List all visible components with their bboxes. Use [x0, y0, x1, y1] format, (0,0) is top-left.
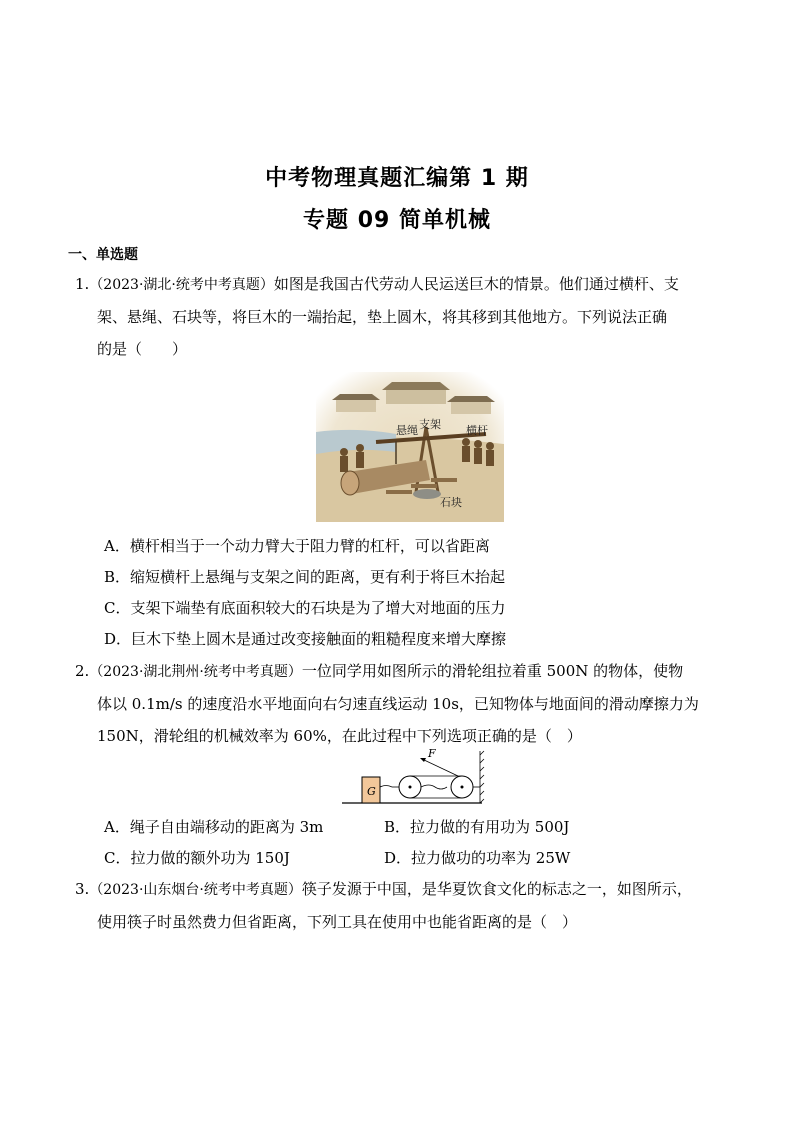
- label-f: F: [428, 747, 436, 760]
- q2-option-d: D．拉力做功的功率为 25W: [384, 849, 571, 867]
- question-3-line-1: [75, 873, 725, 906]
- section-heading: 一、单选题: [68, 247, 138, 263]
- q1-option-d: D．巨木下垫上圆木是通过改变接触面的粗糙程度来增大摩擦: [104, 630, 507, 648]
- question-2-line-1: [75, 655, 725, 688]
- q2-option-c: C．拉力做的额外功为 150J: [104, 849, 290, 867]
- question-text: 一位同学用如图所示的滑轮组拉着重 500N 的物体，使物: [301, 662, 684, 680]
- page-title: 中考物理真题汇编第 1 期: [265, 166, 529, 191]
- question-3: [75, 873, 725, 938]
- stone-block: [413, 489, 441, 499]
- question-text: 如图是我国古代劳动人民运送巨木的情景。他们通过横杆、支: [273, 275, 679, 293]
- question-source: （2023·湖北·统考中考真题）: [89, 277, 274, 293]
- question-2: [75, 655, 725, 752]
- question-number: 2.: [75, 662, 90, 680]
- pulley-system-diagram: [340, 747, 486, 807]
- question-number: 1.: [75, 275, 90, 293]
- question-2-line-2: 体以 0.1m/s 的速度沿水平地面向右匀速直线运动 10s，已知物体与地面间的滑动摩擦力为: [97, 695, 699, 713]
- force-arrow: [422, 759, 458, 776]
- question-2-line-3: 150N，滑轮组的机械效率为 60%，在此过程中下列选项正确的是（ ）: [97, 727, 582, 745]
- page-subtitle: 专题 09 简单机械: [303, 208, 491, 233]
- question-1-line-3: 的是（ ）: [97, 340, 188, 358]
- question-number: 3.: [75, 880, 90, 898]
- label-bar: 横杆: [466, 424, 488, 437]
- question-3-line-2: 使用筷子时虽然费力但省距离，下列工具在使用中也能省距离的是（ ）: [97, 913, 578, 931]
- question-source: （2023·湖北荆州·统考中考真题）: [89, 664, 302, 680]
- label-rope: 悬绳: [396, 424, 418, 437]
- question-text: 筷子发源于中国，是华夏饮食文化的标志之一，如图所示，: [301, 880, 692, 898]
- question-1-line-2: 架、悬绳、石块等，将巨木的一端抬起，垫上圆木，将其移到其他地方。下列说法正确: [97, 308, 668, 326]
- label-stone: 石块: [440, 496, 462, 509]
- log-transport-illustration: [316, 372, 504, 522]
- q1-option-b: B．缩短横杆上悬绳与支架之间的距离，更有利于将巨木抬起: [104, 568, 506, 586]
- q1-option-a: A．横杆相当于一个动力臂大于阻力臂的杠杆，可以省距离: [104, 537, 490, 555]
- q2-option-a: A．绳子自由端移动的距离为 3m: [104, 818, 324, 836]
- label-g: G: [367, 785, 376, 798]
- q1-option-c: C．支架下端垫有底面积较大的石块是为了增大对地面的压力: [104, 599, 506, 617]
- label-frame: 支架: [419, 418, 441, 431]
- question-1-line-1: [75, 268, 725, 301]
- question-1: [75, 268, 725, 365]
- question-source: （2023·山东烟台·统考中考真题）: [89, 882, 302, 898]
- q2-option-b: B．拉力做的有用功为 500J: [384, 818, 570, 836]
